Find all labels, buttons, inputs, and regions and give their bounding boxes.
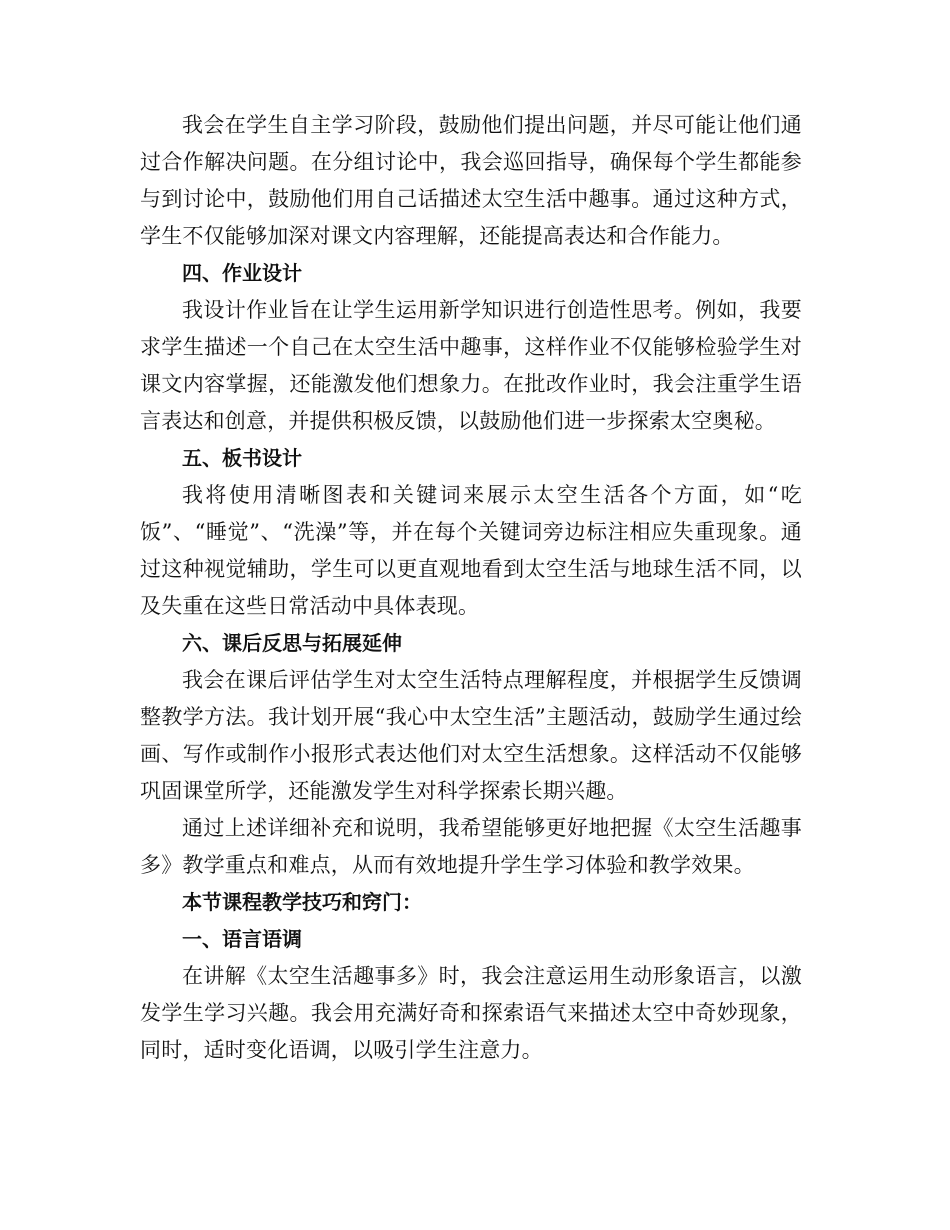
document-body <box>140 107 802 1069</box>
paragraph: 我会在学生自主学习阶段，鼓励他们提出问题，并尽可能让他们通过合作解决问题。在分组讨论中，我会巡回指导，确保每个学生都能参与到讨论中，鼓励他们用自己话描述太空生活中趣事。通过这种方式，学生不仅能够加深对课文内容理解，还能提高表达和合作能力。 <box>140 113 802 248</box>
section-heading: 六、课后反思与拓展延伸 <box>182 631 402 655</box>
section-heading: 本节课程教学技巧和窍门： <box>182 890 422 914</box>
section-heading: 一、语言语调 <box>182 927 302 951</box>
paragraph: 我将使用清晰图表和关键词来展示太空生活各个方面，如“吃饭”、“睡觉”、“洗澡”等，并在每个关键词旁边标注相应失重现象。通过这种视觉辅助，学生可以更直观地看到太空生活与地球生活不同，以及失重在这些日常活动中具体表现。 <box>140 483 802 618</box>
paragraph: 通过上述详细补充和说明，我希望能够更好地把握《太空生活趣事多》教学重点和难点，从而有效地提升学生学习体验和教学效果。 <box>140 816 802 877</box>
section-heading: 四、作业设计 <box>182 261 302 285</box>
paragraph: 我设计作业旨在让学生运用新学知识进行创造性思考。例如，我要求学生描述一个自己在太空生活中趣事，这样作业不仅能够检验学生对课文内容掌握，还能激发他们想象力。在批改作业时，我会注重学生语言表达和创意，并提供积极反馈，以鼓励他们进一步探索太空奥秘。 <box>140 298 802 433</box>
paragraph: 在讲解《太空生活趣事多》时，我会注意运用生动形象语言，以激发学生学习兴趣。我会用充满好奇和探索语气来描述太空中奇妙现象，同时，适时变化语调，以吸引学生注意力。 <box>140 964 802 1062</box>
section-heading: 五、板书设计 <box>182 446 302 470</box>
paragraph: 我会在课后评估学生对太空生活特点理解程度，并根据学生反馈调整教学方法。我计划开展“我心中太空生活”主题活动，鼓励学生通过绘画、写作或制作小报形式表达他们对太空生活想象。这样活动不仅能够巩固课堂所学，还能激发学生对科学探索长期兴趣。 <box>140 668 802 803</box>
